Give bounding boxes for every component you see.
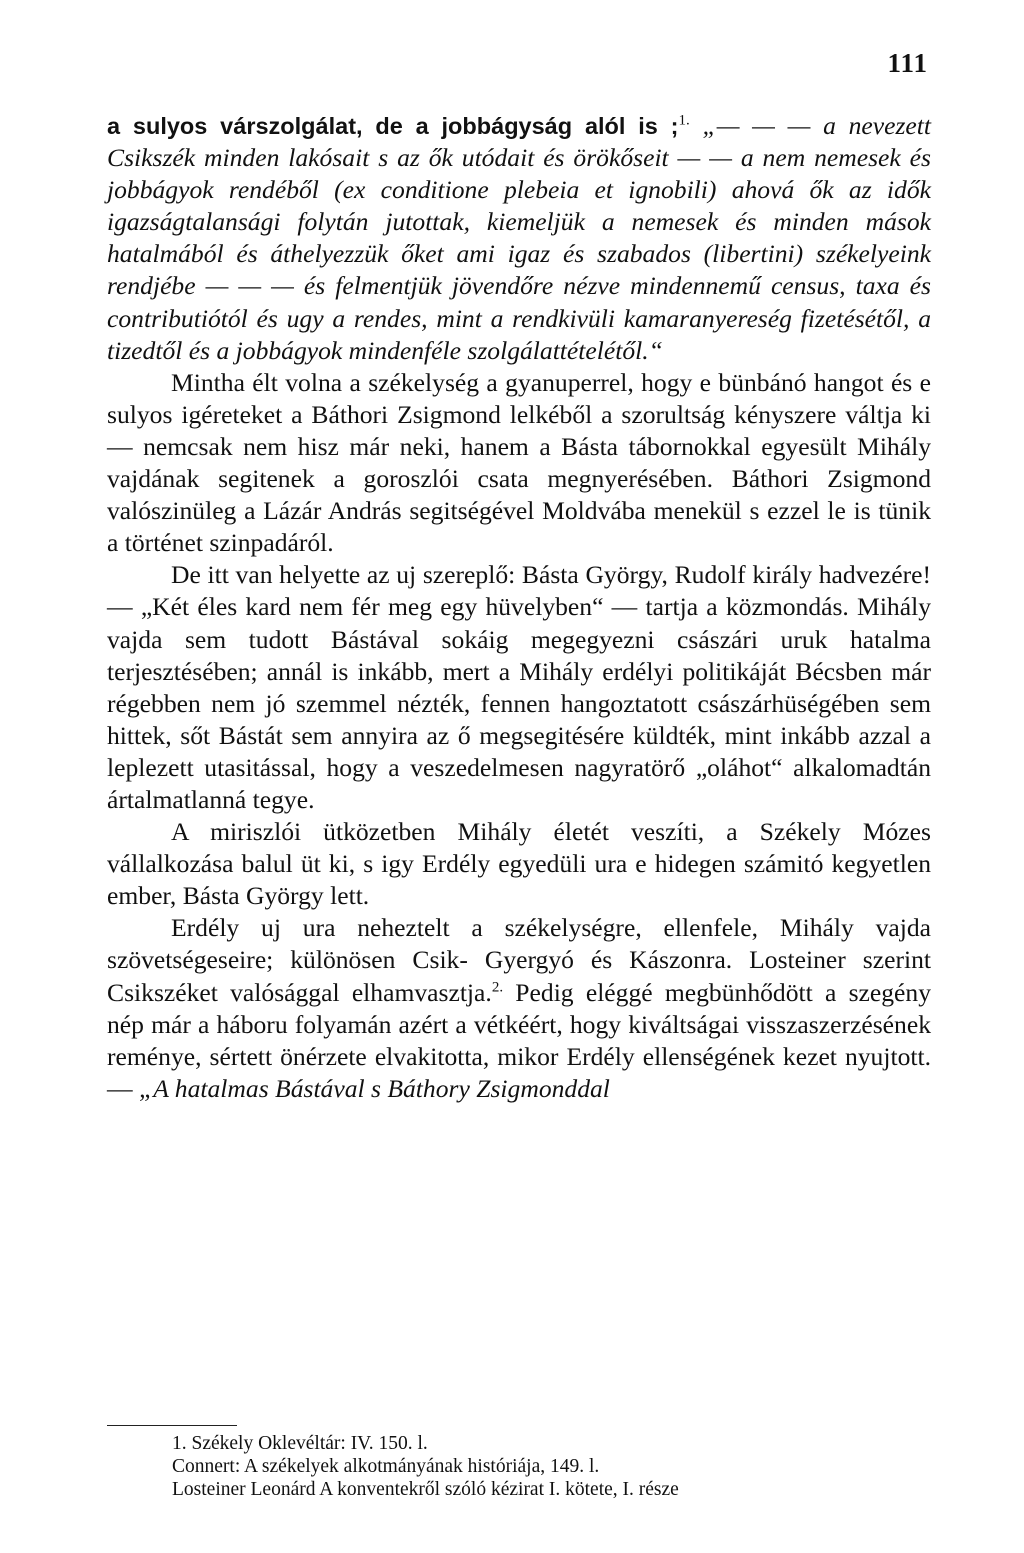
paragraph-5-text: Erdély uj ura neheztelt a székelységre, ellenfele, Mihály vajda szövetségeseire; különösen Csik- Gyergyó és Kászonra. Losteiner szerint Csikszéket valósággal elhamvasztja.: [107, 913, 931, 1007]
paragraph-4-text: A miriszlói ütközetben Mihály életét veszíti, a Székely Mózes vállalkozása balul üt ki, s igy Erdély egyedüli ura e hidegen számitó kegyetlen ember, Básta György lett.: [107, 817, 931, 911]
page-number: 111: [887, 48, 928, 78]
footnotes: [172, 1432, 932, 1501]
paragraph-2-text: Mintha élt volna a székelység a gyanuperrel, hogy e bünbánó hangot és e sulyos igéreteket a Báthori Zsigmond lelkéből a szorultság kényszere váltja ki — nemcsak nem hisz már neki, hanem a Básta tábornokkal egyesült Mihály vajdának segitenek a goroszlói csata megnyerésében. Báthori Zsigmond valószinüleg a Lázár András segitségével Moldvába menekül s ezzel le is tünik a történet szinpadáról.: [107, 367, 931, 558]
paragraph-1-intro: a sulyos várszolgálat, de a jobbágyság alól is ;: [107, 113, 679, 139]
paragraph-5: [107, 912, 931, 1105]
paragraph-5-quote: „A hatalmas Bástával s Báthory Zsigmonddal: [139, 1073, 610, 1103]
footnote-1: 1. Székely Oklevéltár: IV. 150. l.: [172, 1433, 428, 1454]
paragraph-5-text-cont: Pedig eléggé megbünhődött a szegény nép már a háboru folyamán azért a vétkéért, hogy kiváltságai visszaszerzésének reménye, sértett önérzete elvakitotta, mikor Erdély ellenségének kezet nyujtott. —: [107, 977, 931, 1103]
footnote-2: Connert: A székelyek alkotmányának históriája, 149. l.: [172, 1456, 600, 1477]
paragraph-1: [107, 110, 931, 367]
footnote-ref-1: 1.: [678, 112, 690, 129]
paragraph-3: [107, 559, 931, 816]
footnote-ref-2: 2.: [491, 979, 504, 995]
body-text: [107, 110, 931, 1105]
footnote-divider: [107, 1425, 237, 1426]
paragraph-2: [107, 367, 931, 560]
footnote-3: Losteiner Leonárd A konventekről szóló kézirat I. kötete, I. része: [172, 1479, 679, 1500]
paragraph-1-quote: „— — — a nevezett Csikszék minden lakósait s az ők utódait és örökőseit — — a nem nemesek és jobbágyok rendéből (ex conditione plebeia et ignobili) ahová ők az idők igazságtalansági folytán jutottak, kiemeljük a nemesek és minden mások hatalmából és áthelyezzük őket ami igaz és szabados (libertini) székelyeink rendjébe — — — és felmentjük jövendőre nézve mindennemű census, taxa és contributiótól és ugy a rendes, mint a rendkivüli kamaranyereség fizetésétől, a tizedtől és a jobbágyok mindenféle szolgálattételétől.“: [107, 111, 931, 365]
paragraph-3-text: De itt van helyette az uj szereplő: Básta György, Rudolf király hadvezére! — „Két éles kard nem fér meg egy hüvelyben“ — tartja a közmondás. Mihály vajda sem tudott Bástával sokáig megegyezni császári uruk hatalma terjesztésében; annál is inkább, mert a Mihály erdélyi politikáját Bécsben már régebben nem jó szemmel nézték, fennen hangoztatott császárhüségében sem hittek, sőt Bástát sem annyira az ő megsegitésére küldték, mint inkább azzal a leplezett utasitással, hogy a veszedelmesen nagyratörő „oláhot“ alkalomadtán ártalmatlanná tegye.: [107, 560, 931, 814]
paragraph-4: [107, 816, 931, 912]
